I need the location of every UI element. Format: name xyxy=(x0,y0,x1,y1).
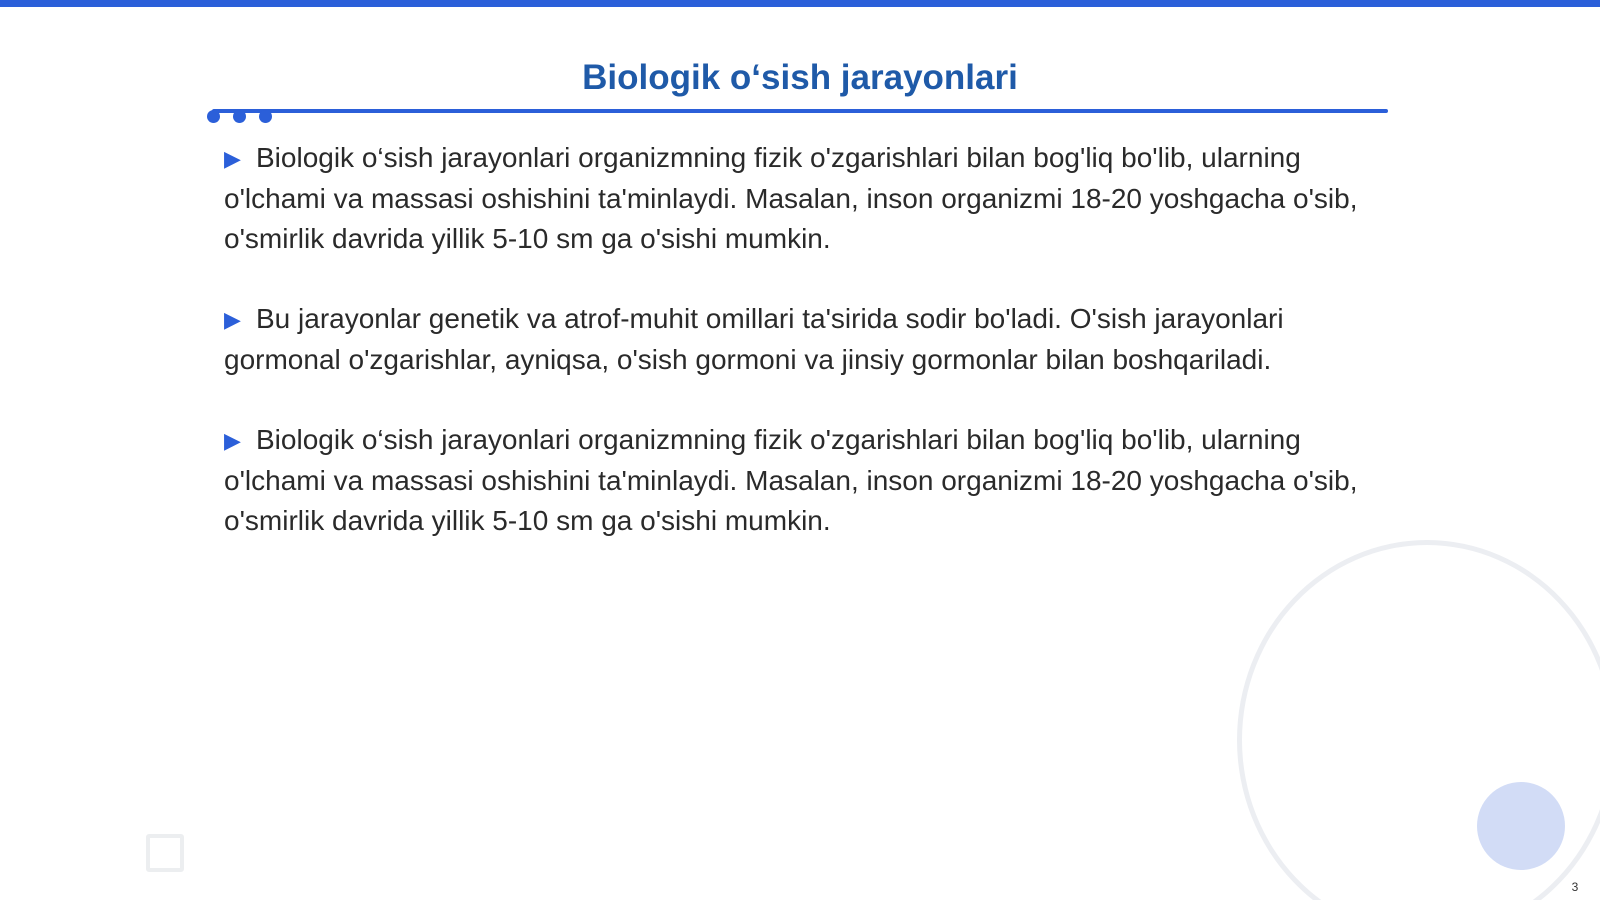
decorative-circle xyxy=(1477,782,1565,870)
underline-dot-icon xyxy=(207,110,220,123)
triangle-bullet-icon: ▶ xyxy=(224,307,241,332)
bullet-text: Biologik o‘sish jarayonlari organizmning fizik o'zgarishlari bilan bog'liq bo'lib, ularning o'lchami va massasi oshishini ta'minlaydi. Masalan, inson organizmi 18-20 yoshgacha o'sib, o'smirlik davrida yillik 5-10 sm ga o'sishi mumkin. xyxy=(224,142,1358,254)
top-accent-bar xyxy=(0,0,1600,7)
decorative-square xyxy=(146,834,184,872)
bullet-item xyxy=(224,138,1374,259)
bullet-text: Biologik o‘sish jarayonlari organizmning fizik o'zgarishlari bilan bog'liq bo'lib, ularning o'lchami va massasi oshishini ta'minlaydi. Masalan, inson organizmi 18-20 yoshgacha o'sib, o'smirlik davrida yillik 5-10 sm ga o'sishi mumkin. xyxy=(224,424,1358,536)
underline-dot-icon xyxy=(233,110,246,123)
bullet-list xyxy=(224,138,1374,581)
bullet-item xyxy=(224,420,1374,541)
title-underline xyxy=(212,109,1388,113)
underline-dot-icon xyxy=(259,110,272,123)
slide-title: Biologik o‘sish jarayonlari xyxy=(582,58,1018,97)
bullet-item xyxy=(224,299,1374,380)
triangle-bullet-icon: ▶ xyxy=(224,428,241,453)
page-number: 3 xyxy=(1571,880,1579,894)
bullet-text: Bu jarayonlar genetik va atrof-muhit omillari ta'sirida sodir bo'ladi. O'sish jarayonlari gormonal o'zgarishlar, ayniqsa, o'sish gormoni va jinsiy gormonlar bilan boshqariladi. xyxy=(224,303,1284,375)
triangle-bullet-icon: ▶ xyxy=(224,146,241,171)
